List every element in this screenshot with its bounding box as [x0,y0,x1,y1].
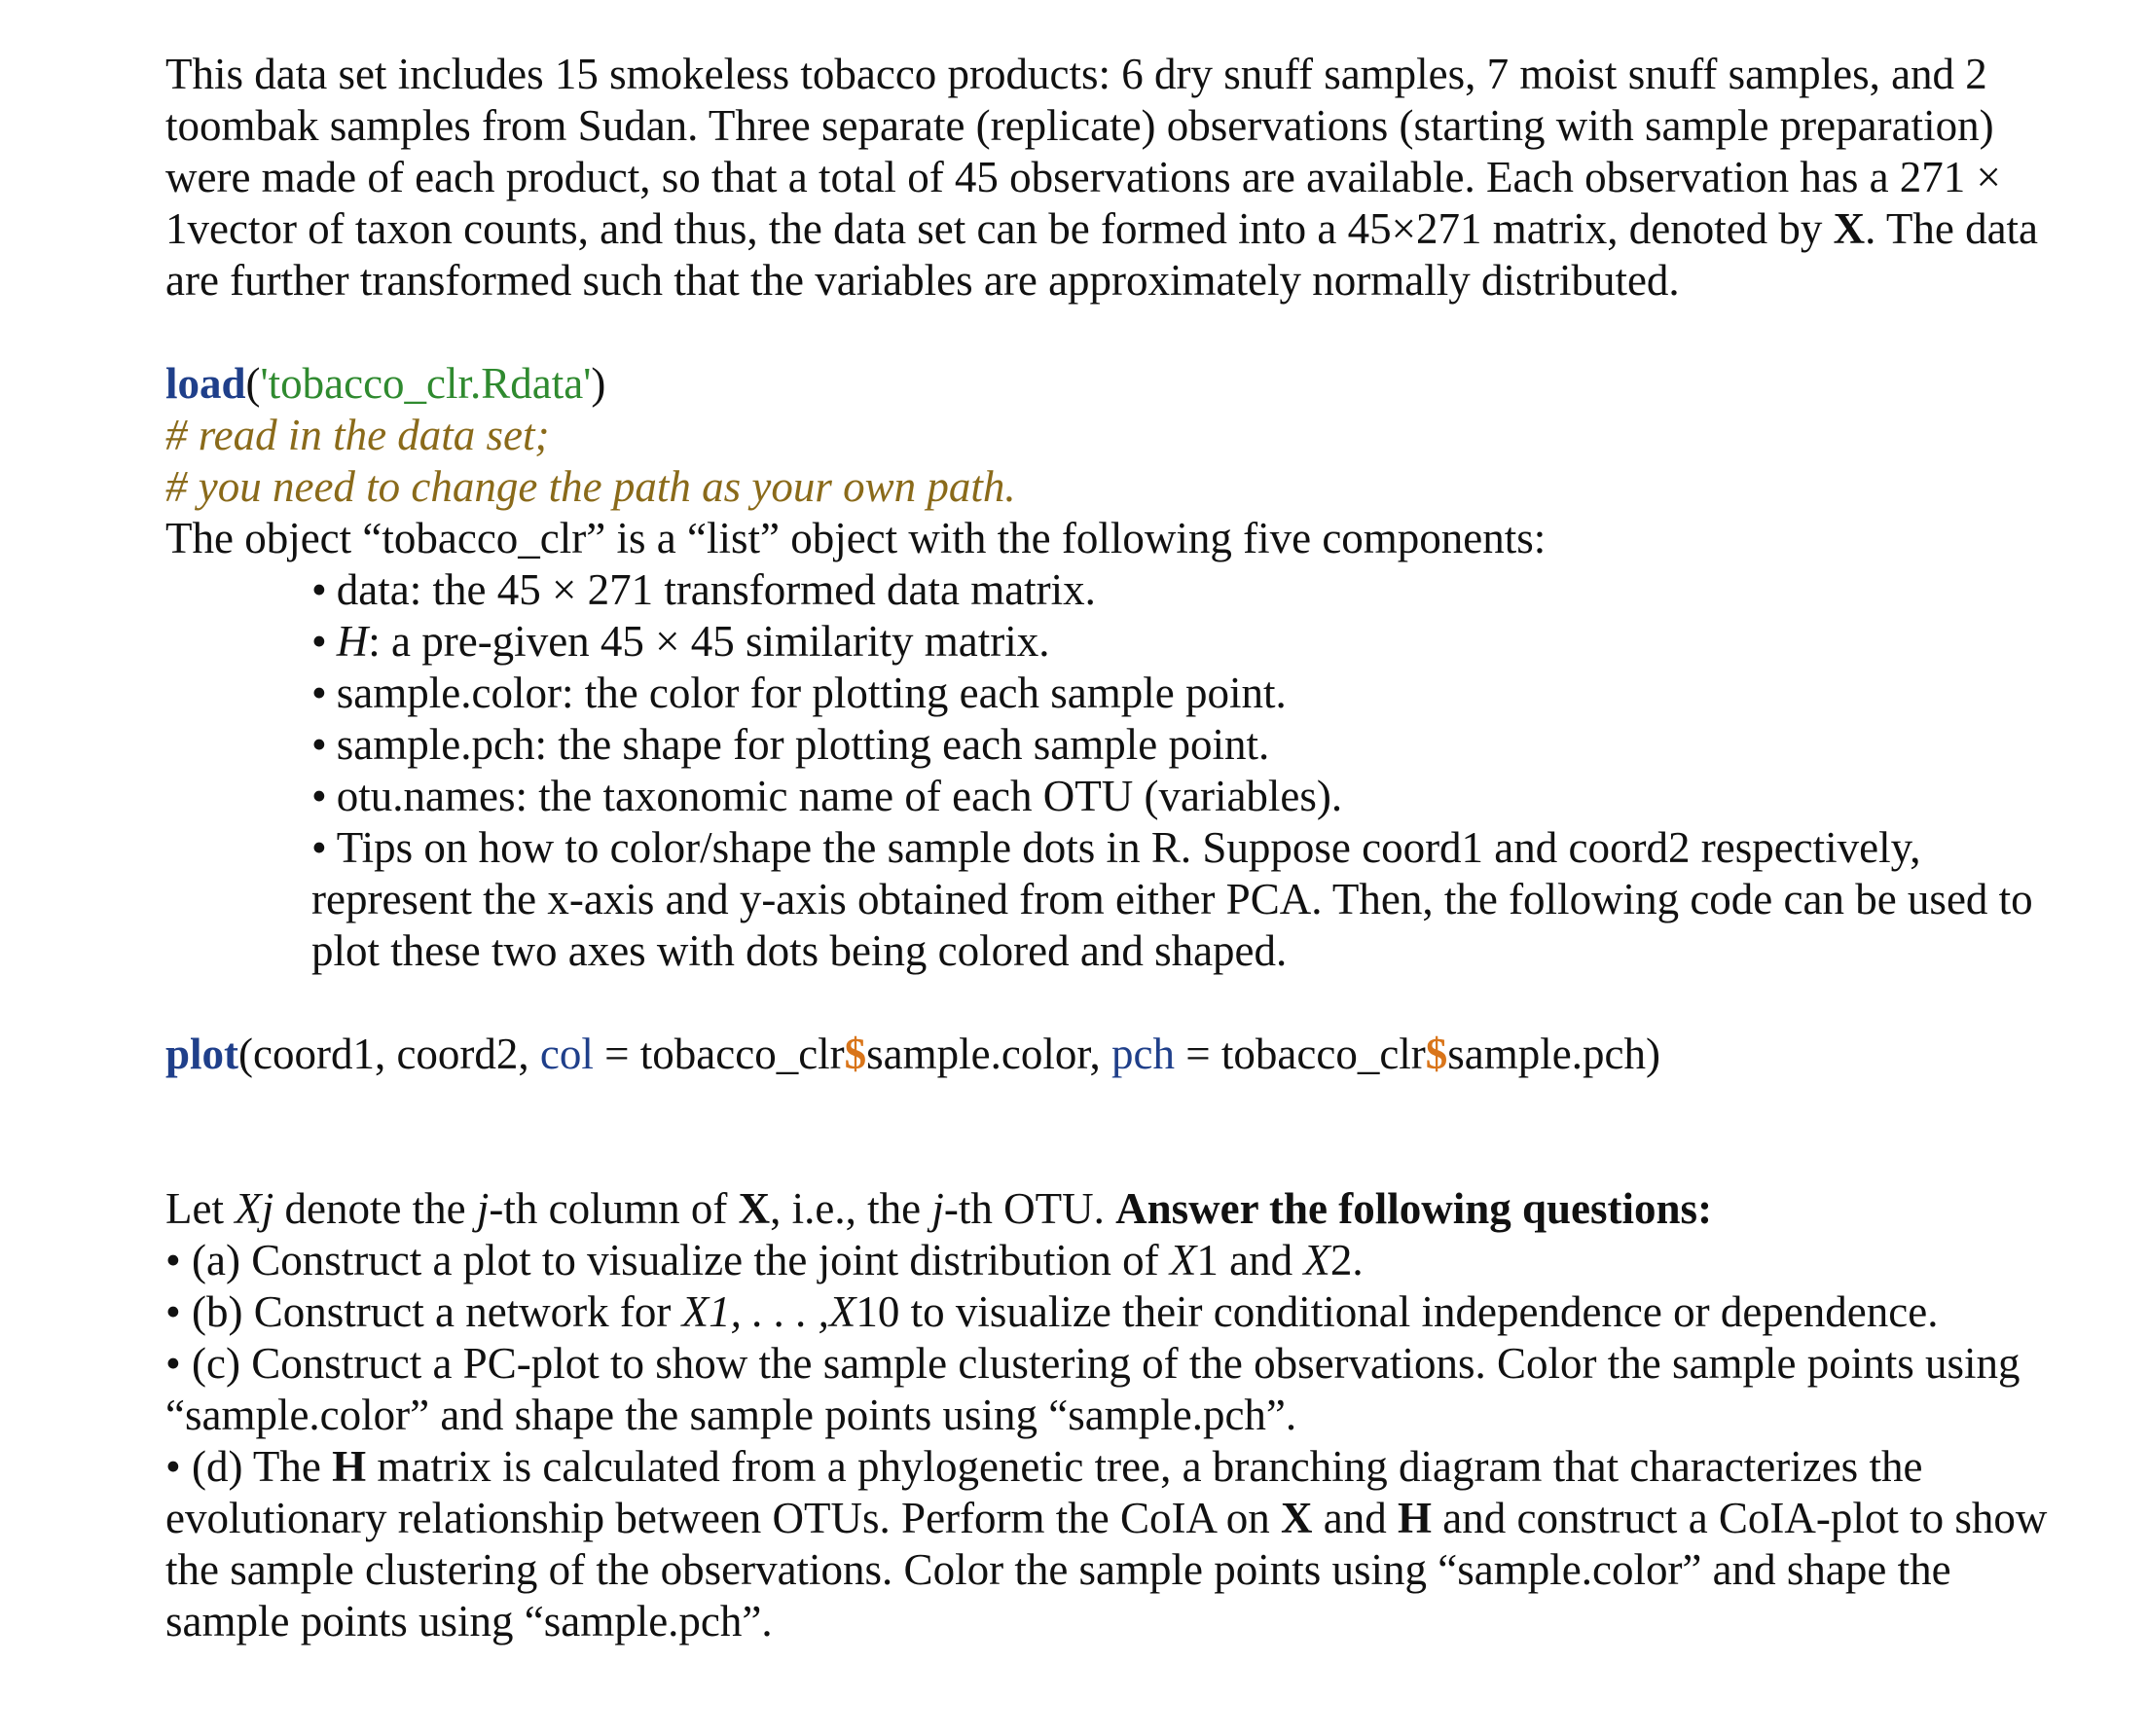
code-comment-path: # you need to change the path as your own path. [165,462,1016,511]
bullet-icon: • [311,823,327,872]
bullet-icon: • [311,669,327,717]
bullet-icon: • [165,1442,181,1491]
plot-args-4: = tobacco_clr [1175,1030,1426,1078]
plot-args-2: = tobacco_clr [593,1030,845,1078]
paren-open: ( [245,359,261,408]
paren-close: ) [591,359,606,408]
plot-function: plot [165,1030,239,1078]
document-page [165,49,2073,1647]
intro-text: This data set includes 15 smokeless tobacco products: 6 dry snuff samples, 7 moist snuff samples, and 2 toombak samples from Sudan. Three separate (replicate) observations (starting with sample preparation) were made of each product, so that a total of 45 observations are available. Each observation has a 271 × 1vector of taxon counts, and thus, the data set can be formed into a 45×271 matrix, denoted by [165,50,2001,253]
question-text: 1 [1196,1236,1219,1284]
xj-italic: Xj [235,1184,274,1233]
components-list [165,564,2073,977]
question-text: . [1352,1236,1364,1284]
question-b [165,1286,2073,1338]
bullet-icon: • [165,1287,181,1336]
col-argument: col [539,1030,594,1078]
question-text: 2 [1329,1236,1353,1284]
code-load-block [165,358,2073,513]
list-item [311,564,2073,616]
matrix-x-bold: X [1833,204,1866,253]
x-italic: X [1169,1236,1197,1284]
component-text: : a pre-given 45 × 45 similarity matrix. [368,617,1050,666]
question-text: (d) The [192,1442,333,1491]
dollar-operator: $ [844,1030,867,1078]
plot-args-3: sample.color, [866,1030,1112,1078]
j-italic: j [931,1184,944,1233]
h-bold: H [1398,1494,1433,1542]
object-description: The object “tobacco_clr” is a “list” object with the following five components: [165,514,1547,562]
list-item [311,616,2073,668]
plot-args-5: sample.pch) [1447,1030,1660,1078]
x-italic: X [681,1287,710,1336]
load-path-string: 'tobacco_clr.Rdata' [260,359,592,408]
q-intro-text: Let [165,1184,236,1233]
question-d [165,1441,2073,1647]
x-italic: X [1303,1236,1330,1284]
component-text: sample.pch: the shape for plotting each sample point. [336,720,1270,769]
bullet-icon: • [311,772,327,820]
list-item [311,719,2073,771]
code-comment-read: # read in the data set; [165,411,550,459]
component-text: sample.color: the color for plotting each sample point. [336,669,1287,717]
component-text: data: the 45 × 271 transformed data matrix. [336,565,1096,614]
question-a [165,1235,2073,1286]
questions-list [165,1235,2073,1647]
x-bold: X [738,1184,771,1233]
spacer [165,977,2073,1029]
code-load-line [165,358,2073,410]
question-c [165,1338,2073,1441]
question-text: (c) Construct a PC-plot to show the sample clustering of the observations. Color the sample points using “sample.color” and shape the sample points using “sample.pch”. [165,1339,2021,1439]
intro-text-end: . The data are further transformed such that the variables are approximately normally distributed. [165,204,2039,305]
spacer [165,1080,2073,1183]
bullet-icon: • [311,617,327,666]
spacer [165,307,2073,358]
question-text: (b) Construct a network for [192,1287,682,1336]
bullet-icon: • [311,565,327,614]
question-text: 1, . . . , [709,1287,829,1336]
list-item [311,771,2073,822]
list-item [311,668,2073,719]
code-plot-line [165,1029,2073,1080]
question-text: matrix is calculated from a phylogenetic tree, a branching diagram that characterizes the evolutionary relationship between OTUs. Perform the CoIA on [165,1442,1923,1542]
answer-heading-bold: Answer the following questions: [1115,1184,1713,1233]
list-item [311,822,2073,977]
q-intro-text: -th column of [489,1184,739,1233]
bullet-icon: • [311,720,327,769]
j-italic: j [476,1184,490,1233]
load-function: load [165,359,246,408]
question-text: and [1312,1494,1398,1542]
pch-argument: pch [1111,1030,1176,1078]
x-italic: X [828,1287,856,1336]
plot-args-1: (coord1, coord2, [238,1030,540,1078]
question-text: (a) Construct a plot to visualize the joint distribution of [192,1236,1170,1284]
intro-paragraph [165,49,2073,307]
q-intro-text: denote the [273,1184,477,1233]
q-intro-text: -th OTU. [943,1184,1116,1233]
q-intro-text: , i.e., the [770,1184,932,1233]
h-bold: H [332,1442,367,1491]
h-italic: H [336,617,369,666]
question-text: 10 [856,1287,900,1336]
bullet-icon: • [165,1339,181,1388]
component-text: otu.names: the taxonomic name of each OTU (variables). [336,772,1343,820]
bullet-icon: • [165,1236,181,1284]
questions-intro [165,1183,2073,1235]
x-bold: X [1281,1494,1313,1542]
question-text: and construct a CoIA-plot to show the sample clustering of the observations. Color the sample points using “sample.color” and shape the sample points using “sample.pch”. [165,1494,2048,1646]
question-text: to visualize their conditional independence or dependence. [899,1287,1939,1336]
dollar-operator: $ [1425,1030,1448,1078]
component-text: Tips on how to color/shape the sample dots in R. Suppose coord1 and coord2 respectively, represent the x-axis and y-axis obtained from either PCA. Then, the following code can be used to plot these two axes with dots being colored and shaped. [311,823,2033,975]
question-text: and [1218,1236,1304,1284]
